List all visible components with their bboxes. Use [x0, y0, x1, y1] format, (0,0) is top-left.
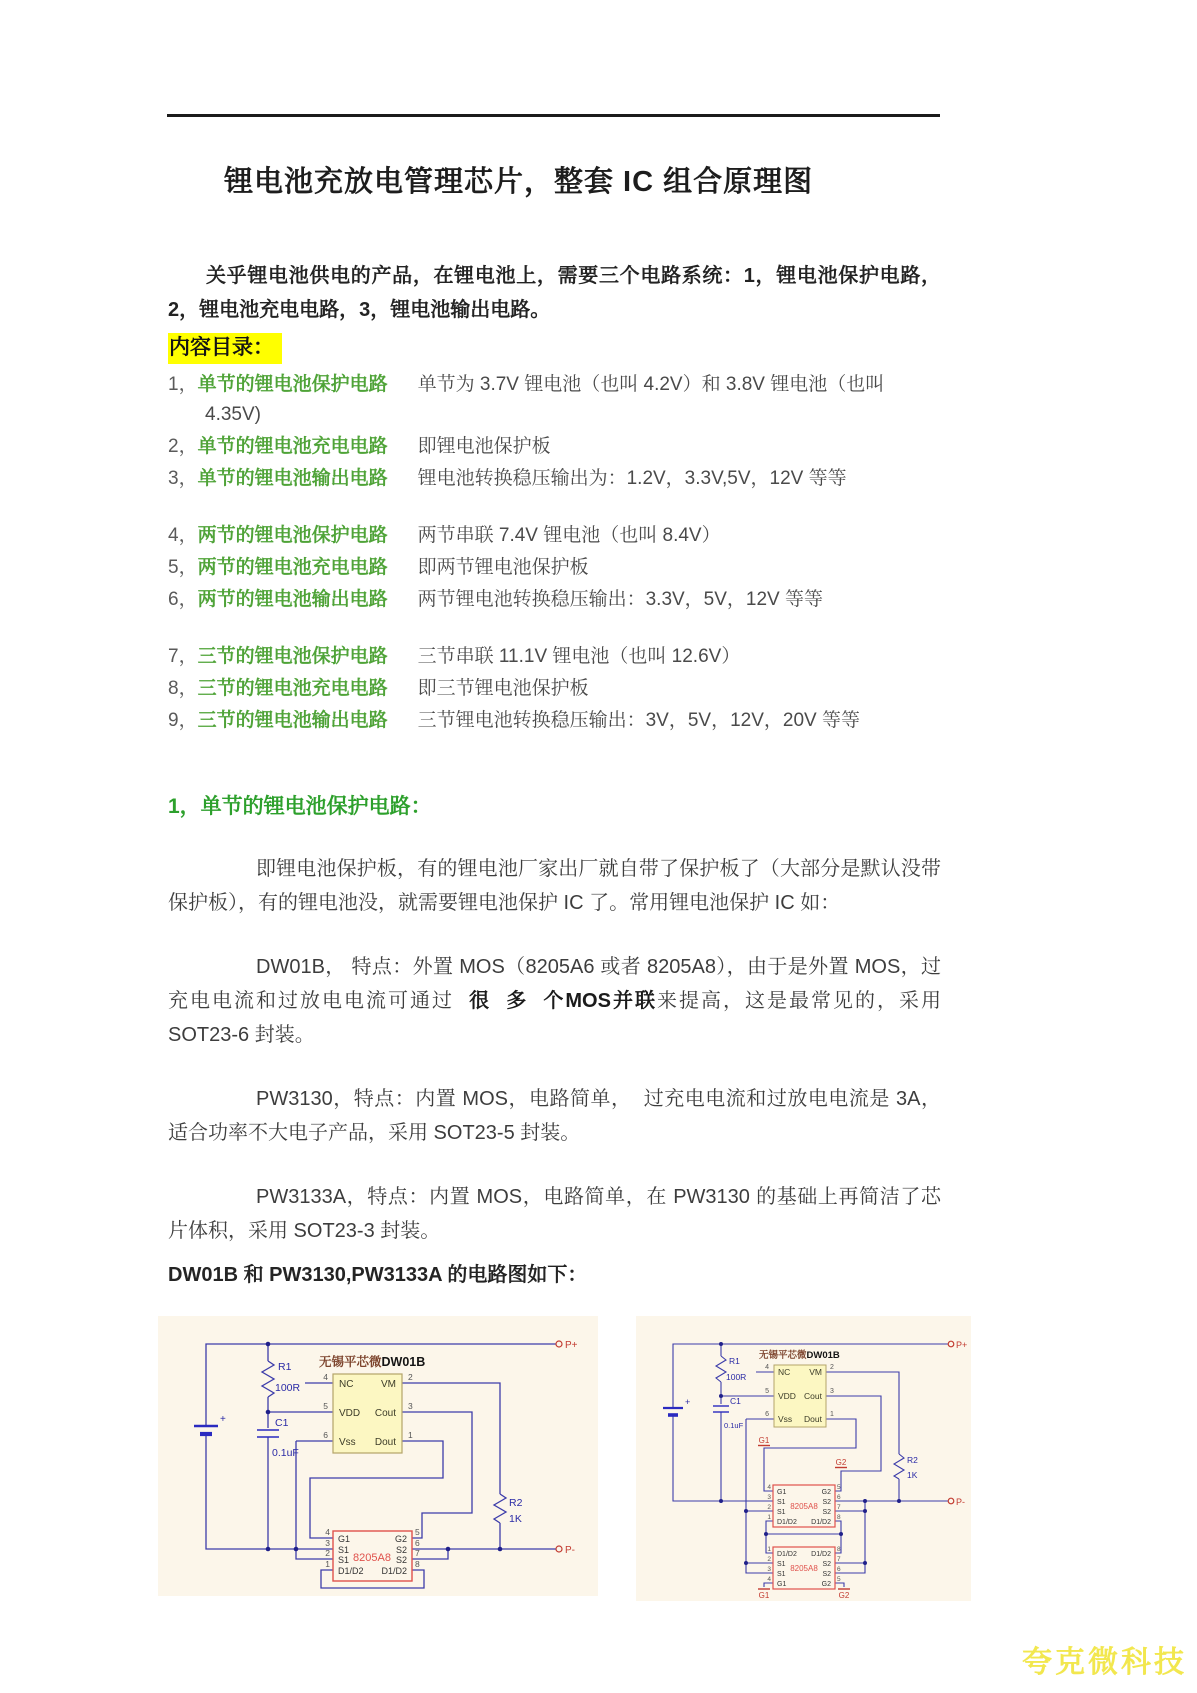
toc-item-1	[168, 370, 941, 430]
svg-text:VDD: VDD	[778, 1391, 796, 1401]
toc-item-title: 两节的锂电池保护电路	[197, 525, 388, 546]
svg-text:NC: NC	[778, 1367, 791, 1377]
svg-text:4: 4	[323, 1372, 328, 1382]
svg-text:3: 3	[325, 1538, 330, 1548]
svg-text:G2: G2	[394, 1534, 407, 1544]
svg-text:2: 2	[325, 1548, 330, 1558]
svg-text:D1/D2: D1/D2	[338, 1566, 364, 1576]
paragraph-pw3133a: PW3133A，特点：内置 MOS，电路简单，在 PW3130 的基础上再简洁了芯片体积，采用 SOT23-3 封装。	[168, 1186, 941, 1242]
ic-name-label: DW01B	[806, 1350, 840, 1361]
toc-item-title: 两节的锂电池输出电路	[197, 589, 388, 610]
toc-item-desc: 三节锂电池转换稳压输出：3V，5V，12V，20V 等等	[417, 710, 860, 731]
toc-item-number: 9，	[168, 710, 198, 731]
toc-item-title: 三节的锂电池输出电路	[197, 710, 388, 731]
svg-text:1: 1	[325, 1559, 330, 1569]
svg-text:D1/D2: D1/D2	[381, 1566, 407, 1576]
mosfet-name-label: 8205A8	[790, 1502, 818, 1511]
document-body	[168, 117, 947, 1290]
resistor-r1-value: 100R	[726, 1372, 747, 1382]
toc-item-title: 单节的锂电池充电电路	[197, 436, 388, 457]
paragraph-pw3130: PW3130，特点：内置 MOS，电路简单， 过充电电流和过放电电流是 3A，适合功率不大电子产品，采用 SOT23-5 封装。	[168, 1088, 941, 1144]
svg-text:Cout: Cout	[804, 1391, 822, 1401]
ic-vendor-label: 无锡平芯微	[319, 1355, 382, 1369]
svg-text:S1: S1	[777, 1509, 786, 1516]
figure-circuit-dw01b-single-mos	[158, 1316, 598, 1596]
svg-text:4: 4	[325, 1527, 330, 1537]
svg-text:S1: S1	[338, 1555, 350, 1565]
toc-item-2	[168, 432, 941, 462]
svg-text:2: 2	[767, 1504, 771, 1511]
svg-text:D1/D2: D1/D2	[777, 1551, 797, 1558]
toc-item-desc: 锂电池转换稳压输出为：1.2V，3.3V,5V，12V 等等	[417, 468, 847, 489]
toc-item-number: 4，	[168, 525, 198, 546]
svg-text:NC: NC	[339, 1379, 354, 1390]
document-title: 锂电池充放电管理芯片，整套 IC 组合原理图	[224, 166, 814, 198]
svg-text:S2: S2	[395, 1545, 407, 1555]
resistor-r1-label: R1	[278, 1361, 292, 1373]
paragraph-dw01b	[168, 950, 947, 1052]
toc-item-number: 8，	[168, 678, 198, 699]
svg-text:P+: P+	[565, 1340, 578, 1351]
battery-plus-sign: +	[685, 1397, 691, 1407]
toc-item-desc: 两节锂电池转换稳压输出：3.3V，5V，12V 等等	[417, 589, 824, 610]
capacitor-c1-value: 0.1uF	[724, 1421, 744, 1430]
svg-text:P-: P-	[565, 1545, 575, 1556]
toc-item-title: 三节的锂电池充电电路	[197, 678, 388, 699]
svg-text:8: 8	[837, 1546, 841, 1553]
svg-text:2: 2	[408, 1372, 413, 1382]
intro-paragraph: 关乎锂电池供电的产品，在锂电池上，需要三个电路系统：1，锂电池保护电路，2，锂电池充电电路，3，锂电池输出电路。	[168, 265, 941, 321]
svg-text:1: 1	[408, 1430, 413, 1440]
toc-item-number: 3，	[168, 468, 198, 489]
toc-item-9	[168, 706, 941, 736]
svg-text:Dout: Dout	[804, 1414, 822, 1424]
svg-text:5: 5	[415, 1527, 420, 1537]
svg-text:3: 3	[767, 1494, 771, 1501]
resistor-r2-label: R2	[907, 1455, 918, 1465]
svg-text:D1/D2: D1/D2	[777, 1519, 797, 1526]
svg-text:Cout: Cout	[374, 1408, 396, 1419]
paragraph-dw01b-pre: DW01B， 特点：外置 MOS（8205A6 或者 8205A8），由于是外置 MOS，过充电电流和过放电电流可通过	[168, 956, 941, 1012]
svg-text:7: 7	[837, 1504, 841, 1511]
paragraph-dw01b-bold: 很 多 个MOS并联	[469, 990, 657, 1012]
svg-text:G2: G2	[835, 1458, 847, 1467]
svg-text:Dout: Dout	[374, 1437, 396, 1448]
paragraph-protection-intro: 即锂电池保护板，有的锂电池厂家出厂就自带了保护板了（大部分是默认没带保护板），有的锂电池没，就需要锂电池保护 IC 了。常用锂电池保护 IC 如：	[168, 858, 941, 914]
svg-text:1: 1	[767, 1514, 771, 1521]
net-label-g1-bottom	[758, 1589, 770, 1600]
svg-text:P-: P-	[956, 1497, 965, 1507]
svg-text:S1: S1	[777, 1499, 786, 1506]
svg-text:VM: VM	[809, 1367, 822, 1377]
resistor-r2-label: R2	[509, 1497, 523, 1509]
svg-text:8: 8	[837, 1514, 841, 1521]
svg-text:D1/D2: D1/D2	[811, 1519, 831, 1526]
resistor-r2-value: 1K	[907, 1470, 918, 1480]
svg-text:G1: G1	[777, 1581, 787, 1588]
capacitor-c1-label: C1	[730, 1396, 741, 1406]
svg-text:4: 4	[765, 1364, 769, 1371]
svg-text:6: 6	[415, 1538, 420, 1548]
svg-text:2: 2	[767, 1556, 771, 1563]
svg-text:6: 6	[765, 1411, 769, 1418]
capacitor-c1-label: C1	[275, 1417, 289, 1429]
svg-text:8: 8	[415, 1559, 420, 1569]
net-label-g2-bottom	[838, 1589, 850, 1600]
watermark: 夸克微科技	[1022, 1646, 1187, 1679]
net-label-g2-top	[835, 1458, 847, 1468]
circuit-figures	[158, 1316, 971, 1601]
toc-item-number: 6，	[168, 589, 198, 610]
svg-text:5: 5	[323, 1401, 328, 1411]
svg-text:G1: G1	[338, 1534, 351, 1544]
svg-text:G2: G2	[821, 1581, 831, 1588]
svg-text:S1: S1	[777, 1571, 786, 1578]
ic-vendor-label: 无锡平芯微	[759, 1350, 807, 1361]
svg-text:S2: S2	[822, 1561, 831, 1568]
mosfet-name-label: 8205A8	[790, 1564, 818, 1573]
svg-text:4: 4	[767, 1484, 771, 1491]
battery-plus-sign: +	[220, 1414, 226, 1425]
svg-text:S2: S2	[822, 1499, 831, 1506]
figure-circuit-dw01b-dual-mos	[636, 1316, 971, 1601]
toc-item-8	[168, 674, 941, 704]
toc-item-title: 单节的锂电池保护电路	[197, 374, 388, 395]
toc-item-desc: 两节串联 7.4V 锂电池（也叫 8.4V）	[417, 525, 721, 546]
toc-item-7	[168, 642, 941, 672]
ic-dw01b-title	[319, 1354, 425, 1369]
svg-text:5: 5	[837, 1484, 841, 1491]
svg-text:6: 6	[837, 1566, 841, 1573]
svg-text:S2: S2	[822, 1571, 831, 1578]
toc-item-title: 三节的锂电池保护电路	[197, 646, 388, 667]
svg-text:G2: G2	[821, 1489, 831, 1496]
toc-item-desc: 三节串联 11.1V 锂电池（也叫 12.6V）	[417, 646, 741, 667]
svg-text:G1: G1	[758, 1591, 770, 1600]
toc-item-desc: 即两节锂电池保护板	[417, 557, 589, 578]
svg-text:VDD: VDD	[339, 1408, 361, 1419]
ic-dw01b-title	[759, 1349, 840, 1361]
toc-item-4	[168, 521, 941, 551]
svg-text:P+: P+	[956, 1340, 968, 1350]
svg-text:6: 6	[323, 1430, 328, 1440]
mosfet-name-label: 8205A8	[353, 1552, 391, 1564]
svg-text:3: 3	[408, 1401, 413, 1411]
toc-item-number: 2，	[168, 436, 198, 457]
toc-item-desc: 即锂电池保护板	[417, 436, 551, 457]
ic-name-label: DW01B	[381, 1355, 426, 1369]
svg-text:D1/D2: D1/D2	[811, 1551, 831, 1558]
svg-text:S1: S1	[338, 1545, 350, 1555]
resistor-r2-value: 1K	[509, 1513, 522, 1525]
svg-text:Vss: Vss	[778, 1414, 793, 1424]
toc-item-number: 5，	[168, 557, 198, 578]
toc-item-title: 两节的锂电池充电电路	[197, 557, 388, 578]
resistor-r1-label: R1	[729, 1356, 740, 1366]
svg-text:1: 1	[767, 1546, 771, 1553]
toc-item-5	[168, 553, 941, 583]
capacitor-c1-value: 0.1uF	[272, 1447, 299, 1459]
svg-text:2: 2	[830, 1364, 834, 1371]
svg-text:3: 3	[830, 1388, 834, 1395]
svg-text:VM: VM	[381, 1379, 396, 1390]
svg-text:7: 7	[837, 1556, 841, 1563]
svg-text:S2: S2	[822, 1509, 831, 1516]
svg-text:4: 4	[767, 1576, 771, 1583]
toc-list	[168, 370, 941, 736]
toc-item-6	[168, 585, 941, 615]
circuit-figures-label: DW01B 和 PW3130,PW3133A 的电路图如下：	[168, 1264, 588, 1286]
toc-item-3	[168, 464, 941, 494]
paragraph-dw01b-post: 来提高，这是最常见的，采用 SOT23-6 封装。	[168, 990, 947, 1046]
toc-heading: 内容目录：	[168, 333, 282, 364]
toc-item-desc: 即三节锂电池保护板	[417, 678, 589, 699]
svg-text:7: 7	[415, 1548, 420, 1558]
svg-text:5: 5	[765, 1388, 769, 1395]
toc-item-desc: 单节为 3.7V 锂电池（也叫 4.2V）和 3.8V 锂电池（也叫 4.35V)	[205, 374, 890, 425]
svg-text:G2: G2	[838, 1591, 850, 1600]
svg-text:G1: G1	[777, 1489, 787, 1496]
section-1-heading: 1，单节的锂电池保护电路：	[168, 795, 432, 818]
resistor-r1-value: 100R	[275, 1382, 301, 1394]
toc-item-title: 单节的锂电池输出电路	[197, 468, 388, 489]
svg-text:Vss: Vss	[339, 1437, 356, 1448]
svg-text:S1: S1	[777, 1561, 786, 1568]
svg-text:3: 3	[767, 1566, 771, 1573]
svg-text:G1: G1	[758, 1436, 770, 1445]
net-label-g1-top	[758, 1436, 770, 1446]
toc-item-number: 1，	[168, 374, 198, 395]
svg-text:6: 6	[837, 1494, 841, 1501]
toc-item-number: 7，	[168, 646, 198, 667]
svg-text:1: 1	[830, 1411, 834, 1418]
svg-text:S2: S2	[395, 1555, 407, 1565]
svg-text:5: 5	[837, 1576, 841, 1583]
